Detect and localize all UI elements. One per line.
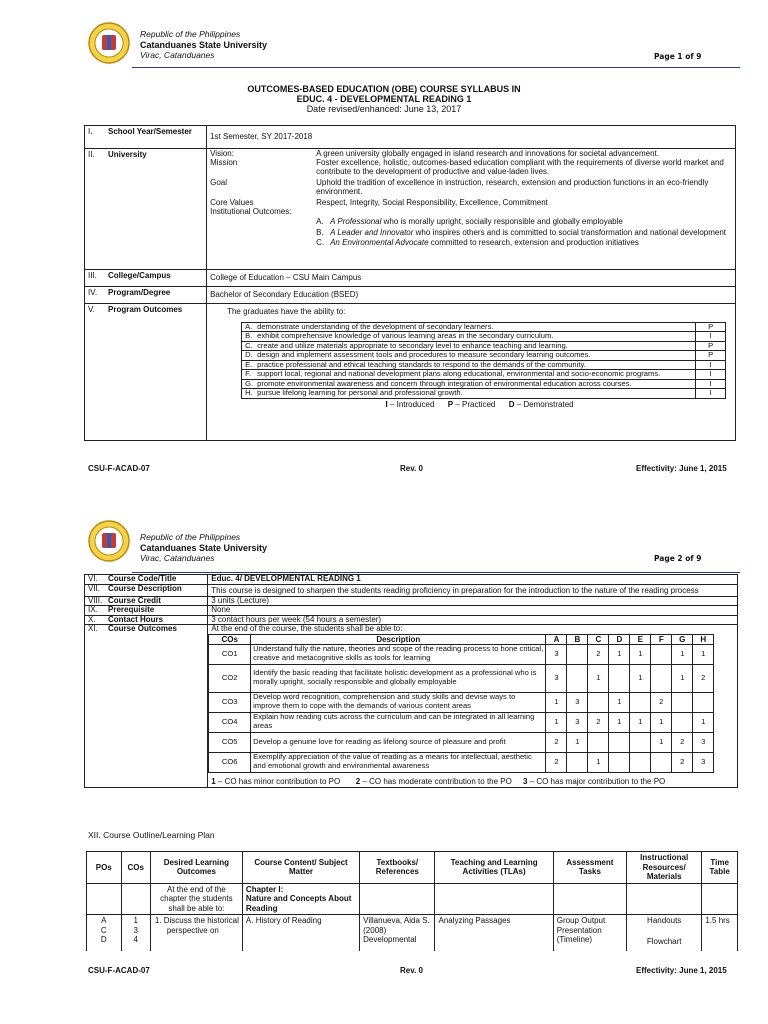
course-outcome-row xyxy=(209,644,714,664)
co-code: CO3 xyxy=(209,692,251,712)
co-po-mapping-cell: 2 xyxy=(588,712,609,732)
row-college: III. College/Campus College of Education – CSU Main Campus xyxy=(85,270,736,287)
co-po-mapping-cell xyxy=(567,752,588,772)
row-school-year: I. School Year/Semester 1st Semester, SY 2017-2018 xyxy=(85,126,736,149)
co-code: CO1 xyxy=(209,644,251,664)
co-po-mapping-cell: 2 xyxy=(546,732,567,752)
footer-effectivity: Effectivity: June 1, 2015 xyxy=(636,464,727,473)
course-outcome-row xyxy=(209,692,714,712)
co-description: Develop a genuine love for reading as lifelong source of pleasure and profit xyxy=(251,732,546,752)
program-outcome-row: B. exhibit comprehensive knowledge of various learning areas in the secondary curriculum. I xyxy=(242,332,726,342)
plan-header-cell: Textbooks/ References xyxy=(360,852,435,884)
co-po-mapping-cell: 2 xyxy=(693,664,714,692)
course-outcome-row xyxy=(209,732,714,752)
course-title: EDUC. 4 - DEVELOPMENTAL READING 1 xyxy=(296,94,472,104)
co-po-mapping-cell xyxy=(609,664,630,692)
co-po-mapping-cell: 1 xyxy=(546,712,567,732)
co-po-mapping-cell xyxy=(693,692,714,712)
revision-date: Date revised/enhanced: June 13, 2017 xyxy=(306,104,462,114)
school-year-value: 1st Semester, SY 2017-2018 xyxy=(207,126,736,149)
po-level: I xyxy=(696,360,726,370)
plan-row-intro: At the end of the chapter the students shall be able to: Chapter I: Nature and Concepts About Reading xyxy=(87,883,738,915)
header-location-2: Virac, Catanduanes xyxy=(140,553,215,563)
contribution-legend: 1 – CO has minor contribution to PO 2 – CO has moderate contribution to the PO 3 – CO has major contribution to the PO xyxy=(211,776,666,786)
co-po-mapping-cell: 1 xyxy=(693,644,714,664)
header-rule-2 xyxy=(132,572,740,573)
syllabus-info-table xyxy=(84,125,736,441)
co-po-mapping-cell xyxy=(588,732,609,752)
header-university: Catanduanes State University xyxy=(140,40,268,50)
page-number-2: Page 2 of 9 xyxy=(654,554,702,563)
institutional-outcome-b: B. A Leader and Innovator who inspires others and is committed to social transformation and national development xyxy=(316,227,727,237)
footer-rev: Rev. 0 xyxy=(400,464,423,473)
co-po-mapping-cell: 1 xyxy=(609,692,630,712)
co-po-mapping-cell xyxy=(567,664,588,692)
co-po-mapping-cell xyxy=(609,732,630,752)
co-po-mapping-cell xyxy=(672,692,693,712)
co-description: Explain how reading cuts across the curriculum and can be integrated in all learning areas xyxy=(251,712,546,732)
university-seal-logo xyxy=(88,22,130,64)
footer-code: CSU-F-ACAD-07 xyxy=(88,464,150,473)
program-outcomes-table xyxy=(241,322,726,399)
course-description-value: This course is designed to sharpen the students reading proficiency in preparation for the introduction to the nature of the reading process xyxy=(208,584,738,596)
co-po-mapping-cell: 3 xyxy=(693,732,714,752)
co-po-mapping-cell xyxy=(651,644,672,664)
co-po-mapping-cell xyxy=(567,644,588,664)
po-level: I xyxy=(696,379,726,389)
co-po-mapping-cell: 2 xyxy=(651,692,672,712)
po-level: I xyxy=(696,370,726,380)
co-header-cell: F xyxy=(651,634,672,644)
co-header-cell: E xyxy=(630,634,651,644)
co-po-mapping-cell: 3 xyxy=(693,752,714,772)
co-po-mapping-cell xyxy=(630,732,651,752)
co-po-mapping-cell: 1 xyxy=(630,644,651,664)
co-po-mapping-cell xyxy=(630,692,651,712)
co-description: Understand fully the nature, theories and scope of the reading process to hone critical, creative and metacognitive skills as tools for learning xyxy=(251,644,546,664)
header-rule xyxy=(132,67,740,68)
program-outcome-row: D. design and implement assessment tools and procedures to measure secondary learning outcomes. P xyxy=(242,351,726,361)
program-outcome-row: H. pursue lifelong learning for personal and professional growth. I xyxy=(242,389,726,399)
header-location: Virac, Catanduanes xyxy=(140,50,215,60)
co-description: Identify the basic reading that facilitate holistic development as a professional who is morally upright, socially responsible and globally employable xyxy=(251,664,546,692)
plan-header-cell: Instructional Resources/ Materials xyxy=(627,852,702,884)
co-po-mapping-cell xyxy=(588,692,609,712)
plan-header-cell: Course Content/ Subject Matter xyxy=(242,852,359,884)
university-seal-logo-2 xyxy=(88,520,130,562)
co-po-mapping-cell xyxy=(651,752,672,772)
co-code: CO4 xyxy=(209,712,251,732)
course-outcomes-table xyxy=(208,634,714,773)
co-po-mapping-cell: 1 xyxy=(630,712,651,732)
footer-effectivity-2: Effectivity: June 1, 2015 xyxy=(636,966,727,975)
co-code: CO5 xyxy=(209,732,251,752)
co-po-mapping-cell: 1 xyxy=(672,664,693,692)
co-po-mapping-cell: 1 xyxy=(693,712,714,732)
institutional-outcome-c: C. An Environmental Advocate committed to research, extension and production initiatives xyxy=(316,238,639,247)
university-details: Vision: A green university globally engaged in island research and innovations for societal advancement. Mission Foster excellence, holistic, outcomes-based education compliant with the requirements of diverse world market and contribute to the development of productive and value-laden lives. Goal Uphold the tradition of excellence in instruction, research, extension and production functions in an eco-friendly environment. Core Values Respect, Integrity, Social Responsibility, Excellence, Commitment Institutional Outcomes: A. A Professional who is morally upright, socially responsible and globally employable B. A Leader and Innovator who inspires others and is committed to social transformation and national development C. An Environmental Advocate committed to research, extension and production initiatives xyxy=(207,149,735,252)
program-outcome-row: A. demonstrate understanding of the development of secondary learners. P xyxy=(242,322,726,332)
co-header-cell: G xyxy=(672,634,693,644)
row-university: II. University Vision: A green university globally engaged in island research and innovations for societal advancement. Mission Foster excellence, holistic, outcomes-based education compliant with the requirements of diverse world market and contribute to the development of productive and value-laden lives. Goal Uphold the tradition of excellence in instruction, research, extension and production functions in an eco-friendly environment. Core Values Respect, Integrity, Social Responsibility, Excellence, Commitment Institutional Outcomes: A. A Professional who is morally upright, socially responsible and globally employable B. A Leader and Innovator who inspires others and is committed to social transformation and national development C. An Environmental Advocate committed to research, extension and production initiatives xyxy=(85,149,736,270)
po-level: P xyxy=(696,341,726,351)
co-code: CO6 xyxy=(209,752,251,772)
plan-header-cell: Teaching and Learning Activities (TLAs) xyxy=(435,852,553,884)
header-university-2: Catanduanes State University xyxy=(140,543,268,553)
program-outcome-row: C. create and utilize materials appropriate to secondary level to enhance teaching and learning. P xyxy=(242,341,726,351)
course-code-value: Educ. 4/ DEVELOPMENTAL READING 1 xyxy=(208,575,738,585)
plan-cos: 1 3 4 xyxy=(121,915,150,951)
co-po-mapping-cell: 1 xyxy=(546,692,567,712)
co-header-cell: COs xyxy=(209,634,251,644)
header-republic-2: Republic of the Philippines xyxy=(140,532,241,542)
header-republic: Republic of the Philippines xyxy=(140,29,241,39)
course-info-table: VI. Course Code/Title Educ. 4/ DEVELOPMENTAL READING 1 VII. Course Description This course is designed to sharpen the students reading proficiency in preparation for the introduction to the nature of the reading process VIII. Course Credit 3 units (Lecture) IX. Prerequisite None X. Contact Hours 3 contact hours per week (54 hours a semester) XI. Course Outcomes At the end of the course, the students shall be able to: COs Description A B C D E F G H CO1 Understand fully the nature, theories and scope of the reading process to hone critical, creative and metacognitive skills as tools for learning 3 2 1 1 1 1 CO2 Identify the basic reading that facilitate holistic development as a professional who is morally upright, socially responsible and globally employable 3 1 1 1 2 CO3 Develop word recognition, comprehension and study skills and devise ways to improve them to cope with the demands of various content areas 1 3 1 2 CO4 Explain how reading cuts across the curriculum and can be integrated in all learning areas 1 3 2 1 1 1 1 CO5 Develop a genuine love for reading as lifelong source of pleasure and profit 2 1 1 2 3 CO6 Exemplify appreciation of the value of reading as a means for intellectual, aesthetic and emotional growth and environmental awareness 2 1 2 3 1 – CO has minor contribution to PO 2 – CO has moderate contribution to the PO 3 – CO has major contribution to the PO xyxy=(84,574,738,788)
po-level: I xyxy=(696,389,726,399)
co-po-mapping-cell xyxy=(609,752,630,772)
core-values-text: Respect, Integrity, Social Responsibility, Excellence, Commitment xyxy=(316,198,548,207)
section-xii-heading: XII. Course Outline/Learning Plan xyxy=(88,830,215,840)
co-header-cell: B xyxy=(567,634,588,644)
program-outcome-row: E. practice professional and ethical teaching standards to respond to the demands of the community. I xyxy=(242,360,726,370)
co-po-mapping-cell: 1 xyxy=(567,732,588,752)
row-program: IV. Program/Degree Bachelor of Secondary Education (BSED) xyxy=(85,287,736,304)
co-header-cell: Description xyxy=(251,634,546,644)
co-po-mapping-cell: 1 xyxy=(609,644,630,664)
course-outcome-row xyxy=(209,712,714,732)
co-header-cell: A xyxy=(546,634,567,644)
plan-header-cell: Time Table xyxy=(702,852,738,884)
page-number: Page 1 of 9 xyxy=(654,52,702,61)
co-po-mapping-cell: 2 xyxy=(588,644,609,664)
co-po-mapping-cell xyxy=(651,664,672,692)
row-program-outcomes: V. Program Outcomes The graduates have the ability to: A. demonstrate understanding of the development of secondary learners. P B. exhibit comprehensive knowledge of various learning areas in the secondary curriculum. I C. create and utilize materials appropriate to secondary level to enhance teaching and learning. P D. design and implement assessment tools and procedures to measure secondary learning outcomes. P E. practice professional and ethical teaching standards to respond to the demands of the community. I F. support local, regional and national development plans along educational, environmental and socio-economic programs. I G. promote environmental awareness and concern through integration of environmental education across courses. I H. pursue lifelong learning for personal and professional growth. I I – Introduced P – Practiced D – Demonstrated xyxy=(85,304,736,441)
co-po-mapping-cell: 1 xyxy=(588,752,609,772)
co-header-cell: H xyxy=(693,634,714,644)
mission-text: Foster excellence, holistic, outcomes-based education compliant with the requirements of diverse world market and contribute to the development of productive and value-laden lives. xyxy=(316,158,724,176)
plan-header-cell: POs xyxy=(87,852,122,884)
plan-header-cell: Desired Learning Outcomes xyxy=(150,852,242,884)
program-outcome-row: F. support local, regional and national development plans along educational, environmental and socio-economic programs. I xyxy=(242,370,726,380)
plan-header-cell: COs xyxy=(121,852,150,884)
footer-rev-2: Rev. 0 xyxy=(400,966,423,975)
co-po-mapping-cell: 2 xyxy=(546,752,567,772)
po-legend: I – Introduced P – Practiced D – Demonstrated xyxy=(385,399,574,409)
co-po-mapping-cell: 3 xyxy=(546,644,567,664)
goal-text: Uphold the tradition of excellence in instruction, research, extension and production functions in an eco-friendly environment. xyxy=(316,178,709,196)
co-po-mapping-cell: 2 xyxy=(672,752,693,772)
plan-pos: A C D xyxy=(87,915,122,951)
institutional-outcome-a: A. A Professional who is morally upright, socially responsible and globally employable xyxy=(316,217,623,226)
co-po-mapping-cell: 3 xyxy=(546,664,567,692)
co-po-mapping-cell: 3 xyxy=(567,692,588,712)
program-outcome-row: G. promote environmental awareness and concern through integration of environmental education across courses. I xyxy=(242,379,726,389)
co-description: Develop word recognition, comprehension and study skills and devise ways to improve them to cope with the demands of various content areas xyxy=(251,692,546,712)
course-outcome-row xyxy=(209,664,714,692)
po-level: P xyxy=(696,351,726,361)
co-po-mapping-cell: 1 xyxy=(609,712,630,732)
co-description: Exemplify appreciation of the value of reading as a means for intellectual, aesthetic and emotional growth and environmental awareness xyxy=(251,752,546,772)
co-header-cell: D xyxy=(609,634,630,644)
co-po-mapping-cell xyxy=(630,752,651,772)
co-header-cell: C xyxy=(588,634,609,644)
co-po-mapping-cell xyxy=(672,712,693,732)
course-outcome-row xyxy=(209,752,714,772)
po-level: I xyxy=(696,332,726,342)
co-po-mapping-cell: 1 xyxy=(651,712,672,732)
co-po-mapping-cell: 3 xyxy=(567,712,588,732)
co-po-mapping-cell: 1 xyxy=(630,664,651,692)
footer-code-2: CSU-F-ACAD-07 xyxy=(88,966,150,975)
co-po-mapping-cell: 1 xyxy=(651,732,672,752)
co-po-mapping-cell: 1 xyxy=(672,644,693,664)
co-po-mapping-cell: 2 xyxy=(672,732,693,752)
co-po-mapping-cell: 1 xyxy=(588,664,609,692)
co-code: CO2 xyxy=(209,664,251,692)
learning-plan-table xyxy=(86,851,738,951)
vision-text: A green university globally engaged in island research and innovations for societal advancement. xyxy=(316,149,659,158)
plan-header-cell: Assessment Tasks xyxy=(553,852,626,884)
syllabus-title: OUTCOMES-BASED EDUCATION (OBE) COURSE SYLLABUS IN xyxy=(247,84,521,94)
plan-row-1: A C D 1 3 4 1. Discuss the historical perspective on A. History of Reading Villanueva, Aida S. (2008) Developmental Analyzing Passages Group Output Presentation (Timeline) Handouts Flowchart 1.5 hrs xyxy=(87,915,738,951)
po-level: P xyxy=(696,322,726,332)
